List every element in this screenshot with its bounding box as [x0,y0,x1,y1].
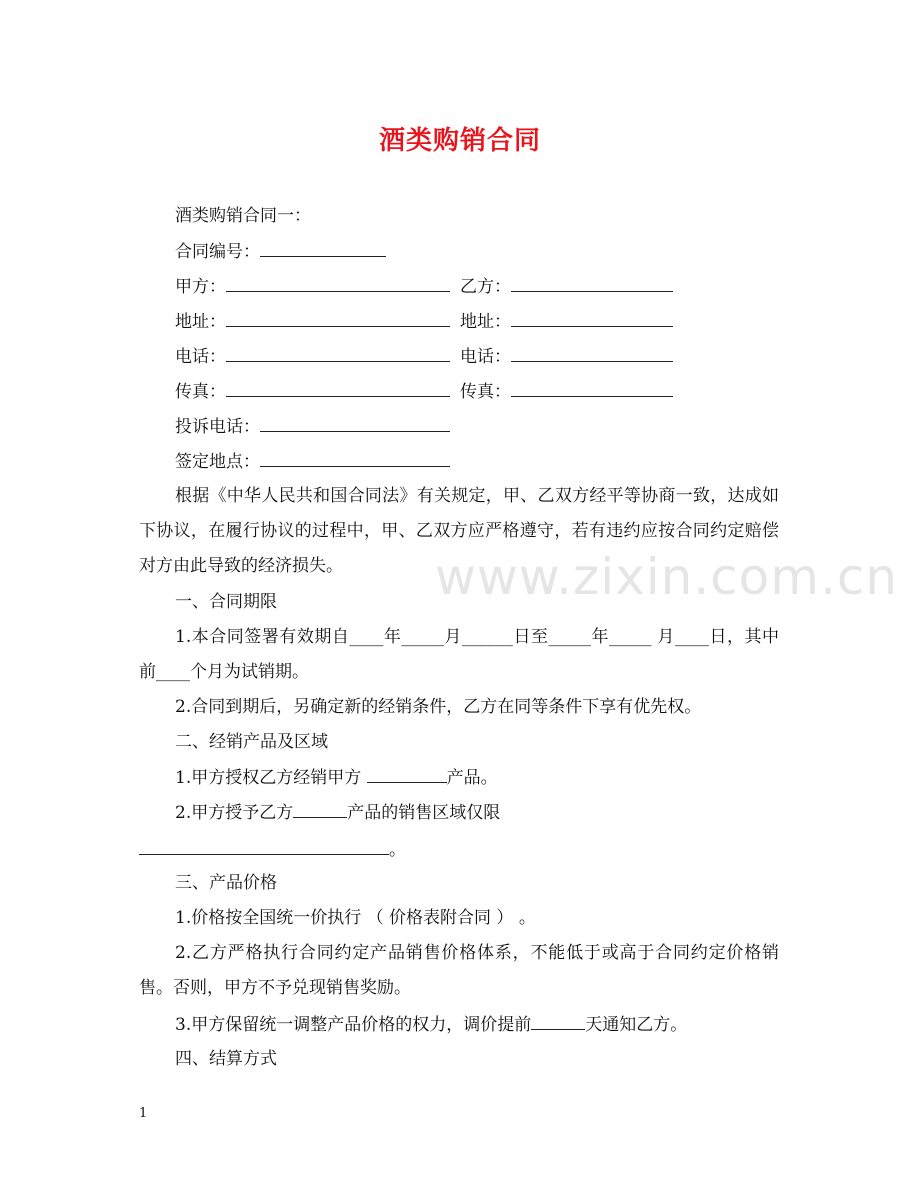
party-name-row [175,276,673,297]
party-b-address-label: 地址： [460,312,511,332]
party-a-fax-blank [226,381,450,397]
section-2-item-2 [175,802,500,823]
party-a-label: 甲方： [175,277,226,297]
party-b-phone-blank [511,346,673,362]
complaint-phone-row [175,416,450,437]
contract-number-blank [260,241,386,257]
preamble-paragraph: 根据《中华人民共和国合同法》有关规定，甲、乙双方经平等协商一致，达成如下协议，在履行协议的过程中，甲、乙双方应严格遵守，若有违约应按合同约定赔偿对方由此导致的经济损失。 [139,486,779,576]
watermark: www.zixin.com.cn [435,548,899,606]
product-blank [367,767,447,783]
section-3-item-1: 1.价格按全国统一价执行 （ 价格表附合同 ） 。 [175,908,536,928]
section-3-item-3 [175,1014,687,1035]
section-2-item-2-text: 2.甲方授予乙方 [175,803,294,823]
region-limit-blank [139,839,389,855]
sign-place-blank [260,451,450,467]
region-product-blank [293,802,347,818]
sign-place-label: 签定地点： [175,452,260,472]
phone-row [175,346,673,367]
section-3-item-3-text: 3.甲方保留统一调整产品价格的权力，调价提前 [175,1015,532,1035]
party-a-blank [226,276,450,292]
party-a-address-label: 地址： [175,312,226,332]
region-limit-row [139,839,406,860]
document-title: 酒类购销合同 [378,126,541,156]
section-2-heading: 二、经销产品及区域 [175,732,328,752]
section-3-heading: 三、产品价格 [175,873,277,893]
party-a-phone-label: 电话： [175,347,226,367]
section-1-item-1: 1.本合同签署有效期自____年_____月______日至_____年_____ 月____日，其中前____个月为试销期。 [139,627,779,682]
party-b-blank [511,276,673,292]
party-a-address-blank [226,311,450,327]
party-b-label: 乙方： [460,277,511,297]
party-b-fax-label: 传真： [460,382,511,402]
sign-place-row [175,451,450,472]
section-2-item-1 [175,767,498,788]
section-4-heading: 四、结算方式 [175,1049,277,1069]
party-a-fax-label: 传真： [175,382,226,402]
region-limit-period: 。 [389,840,406,860]
party-b-phone-label: 电话： [460,347,511,367]
party-a-phone-blank [226,346,450,362]
contract-intro: 酒类购销合同一： [175,206,311,226]
complaint-phone-blank [260,416,450,432]
section-1-item-2: 2.合同到期后，另确定新的经销条件，乙方在同等条件下享有优先权。 [175,697,702,717]
section-1-heading: 一、合同期限 [175,592,277,612]
contract-number-row [175,241,386,262]
party-b-fax-blank [511,381,673,397]
complaint-phone-label: 投诉电话： [175,417,260,437]
address-row [175,311,673,332]
section-2-item-1-text: 1.甲方授权乙方经销甲方 [175,768,367,788]
section-3-item-3-suffix: 天通知乙方。 [585,1015,688,1035]
fax-row [175,381,673,402]
contract-number-label: 合同编号： [175,242,260,262]
page-number: 1 [139,1106,148,1121]
section-3-item-2: 2.乙方严格执行合同约定产品销售价格体系，不能低于或高于合同约定价格销售。否则，甲方不予兑现销售奖励。 [139,943,779,998]
notice-days-blank [531,1014,585,1030]
party-b-address-blank [511,311,673,327]
section-2-item-1-suffix: 产品。 [446,768,498,788]
section-2-item-2-suffix: 产品的销售区域仅限 [347,803,501,823]
